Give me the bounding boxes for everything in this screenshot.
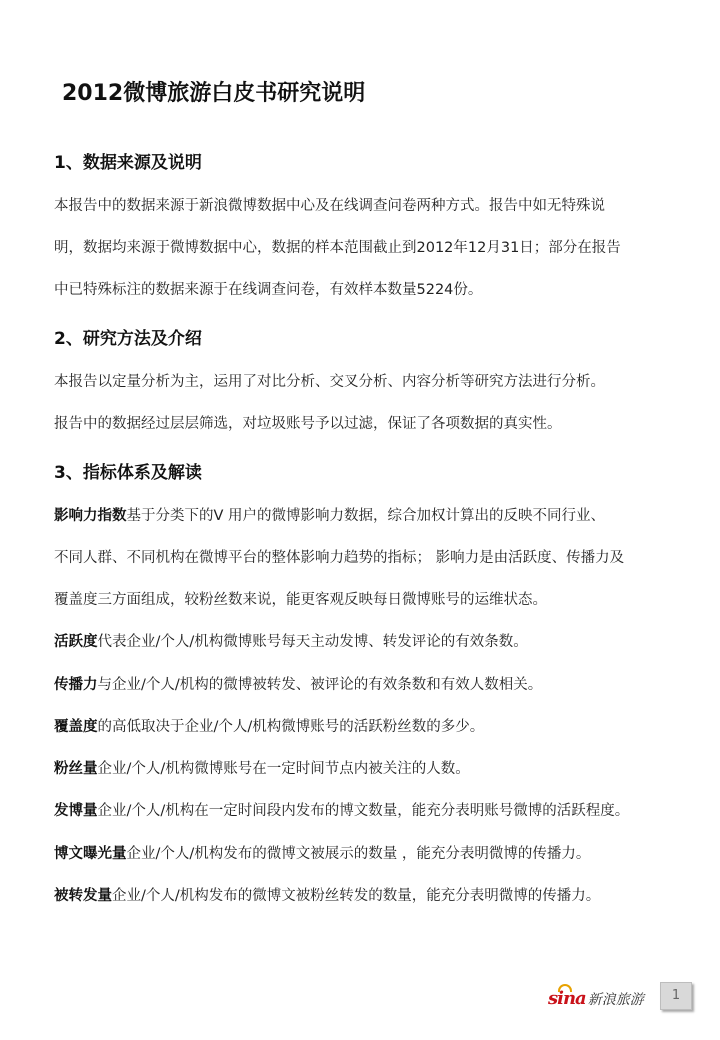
definition-text: 基于分类下的V 用户的微博影响力数据，综合加权计算出的反映不同行业、 [126, 508, 606, 524]
definition-term: 传播力 [54, 677, 98, 693]
section-heading-data-source: 1、数据来源及说明 [54, 153, 202, 173]
definition-text: 的高低取决于企业/个人/机构微博账号的活跃粉丝数的多少。 [97, 719, 485, 735]
brand-text: 新浪旅游 [587, 991, 644, 1008]
definition-followers [54, 757, 694, 778]
definition-term: 被转发量 [54, 888, 112, 904]
sina-eye-icon [558, 984, 572, 992]
definition-text: 企业/个人/机构在一定时间段内发布的博文数量，能充分表明账号微博的活跃程度。 [97, 803, 630, 819]
definition-term: 活跃度 [54, 634, 98, 650]
page-title: 2012微博旅游白皮书研究说明 [62, 81, 366, 106]
section-heading-indicators: 3、指标体系及解读 [54, 463, 202, 483]
paragraph-line: 覆盖度三方面组成，较粉丝数来说，能更客观反映每日微博账号的运维状态。 [54, 592, 547, 608]
definition-text: 与企业/个人/机构的微博被转发、被评论的有效条数和有效人数相关。 [97, 677, 543, 693]
definition-term: 覆盖度 [54, 719, 98, 735]
definition-posts [54, 799, 694, 820]
definition-reposts [54, 884, 694, 905]
section-heading-method: 2、研究方法及介绍 [54, 329, 202, 349]
definition-influence [54, 504, 694, 525]
page-number: 1 [660, 982, 692, 1010]
paragraph-line: 不同人群、不同机构在微博平台的整体影响力趋势的指标； 影响力是由活跃度、传播力及 [54, 550, 625, 566]
definition-text: 企业/个人/机构发布的微博文被展示的数量 ，能充分表明微博的传播力。 [126, 846, 591, 862]
paragraph-line: 明，数据均来源于微博数据中心，数据的样本范围截止到2012年12月31日；部分在报告 [54, 240, 621, 256]
definition-term: 粉丝量 [54, 761, 98, 777]
definition-exposure [54, 842, 694, 863]
definition-spread [54, 673, 694, 694]
definition-term: 影响力指数 [54, 508, 127, 524]
sina-travel-logo [548, 988, 644, 1009]
definition-text: 代表企业/个人/机构微博账号每天主动发博、转发评论的有效条数。 [97, 634, 528, 650]
sina-logo-mark: sina [548, 988, 586, 1009]
paragraph-line: 中已特殊标注的数据来源于在线调查问卷，有效样本数量5224份。 [54, 282, 483, 298]
definition-text: 企业/个人/机构发布的微博文被粉丝转发的数量，能充分表明微博的传播力。 [112, 888, 601, 904]
definition-activity [54, 630, 694, 651]
paragraph-line: 报告中的数据经过层层筛选，对垃圾账号予以过滤，保证了各项数据的真实性。 [54, 416, 562, 432]
paragraph-line: 本报告以定量分析为主，运用了对比分析、交叉分析、内容分析等研究方法进行分析。 [54, 374, 605, 390]
paragraph-line: 本报告中的数据来源于新浪微博数据中心及在线调查问卷两种方式。报告中如无特殊说 [54, 198, 605, 214]
definition-coverage [54, 715, 694, 736]
definition-text: 企业/个人/机构微博账号在一定时间节点内被关注的人数。 [97, 761, 470, 777]
definition-term: 博文曝光量 [54, 846, 127, 862]
definition-term: 发博量 [54, 803, 98, 819]
